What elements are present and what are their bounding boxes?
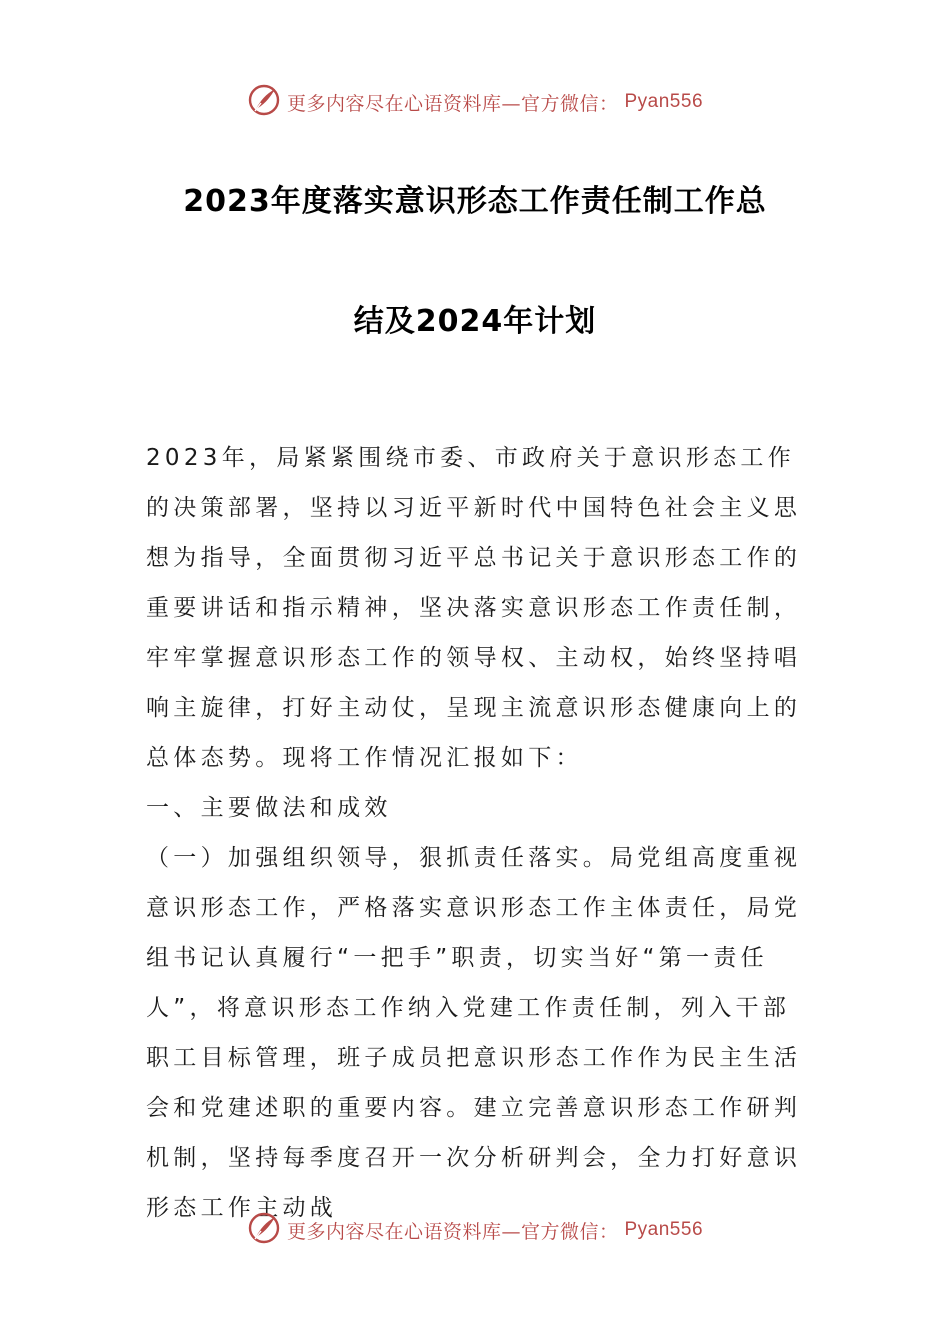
watermark-wechat-id: Pyan556: [624, 1219, 704, 1240]
footer-watermark: [0, 1210, 950, 1250]
document-body: [146, 433, 806, 1233]
document-title-line-1: 2023年度落实意识形态工作责任制工作总: [183, 184, 767, 219]
section-heading: 一、主要做法和成效: [146, 795, 392, 821]
feather-pen-icon: [247, 1211, 281, 1250]
intro-paragraph: 2023年，局紧紧围绕市委、市政府关于意识形态工作的决策部署，坚持以习近平新时代中国特色社会主义思想为指导，全面贯彻习近平总书记关于意识形态工作的重要讲话和指示精神，坚决落实意识形态工作责任制，牢牢掌握意识形态工作的领导权、主动权，始终坚持唱响主旋律，打好主动仗，呈现主流意识形态健康向上的总体态势。现将工作情况汇报如下：: [146, 445, 802, 771]
watermark-text: 更多内容尽在心语资料库—官方微信：: [286, 92, 619, 115]
watermark-text: 更多内容尽在心语资料库—官方微信：: [286, 1220, 619, 1243]
watermark-wechat-id: Pyan556: [624, 91, 704, 112]
section-paragraph: （一）加强组织领导，狠抓责任落实。局党组高度重视意识形态工作，严格落实意识形态工作主体责任，局党组书记认真履行“一把手”职责，切实当好“第一责任人”，将意识形态工作纳入党建工作责任制，列入干部职工目标管理，班子成员把意识形态工作作为民主生活会和党建述职的重要内容。建立完善意识形态工作研判机制，坚持每季度召开一次分析研判会，全力打好意识形态工作主动战: [146, 845, 802, 1221]
header-watermark: [0, 82, 950, 122]
document-title-line-2: 结及2024年计划: [353, 304, 597, 339]
feather-pen-icon: [247, 83, 281, 122]
